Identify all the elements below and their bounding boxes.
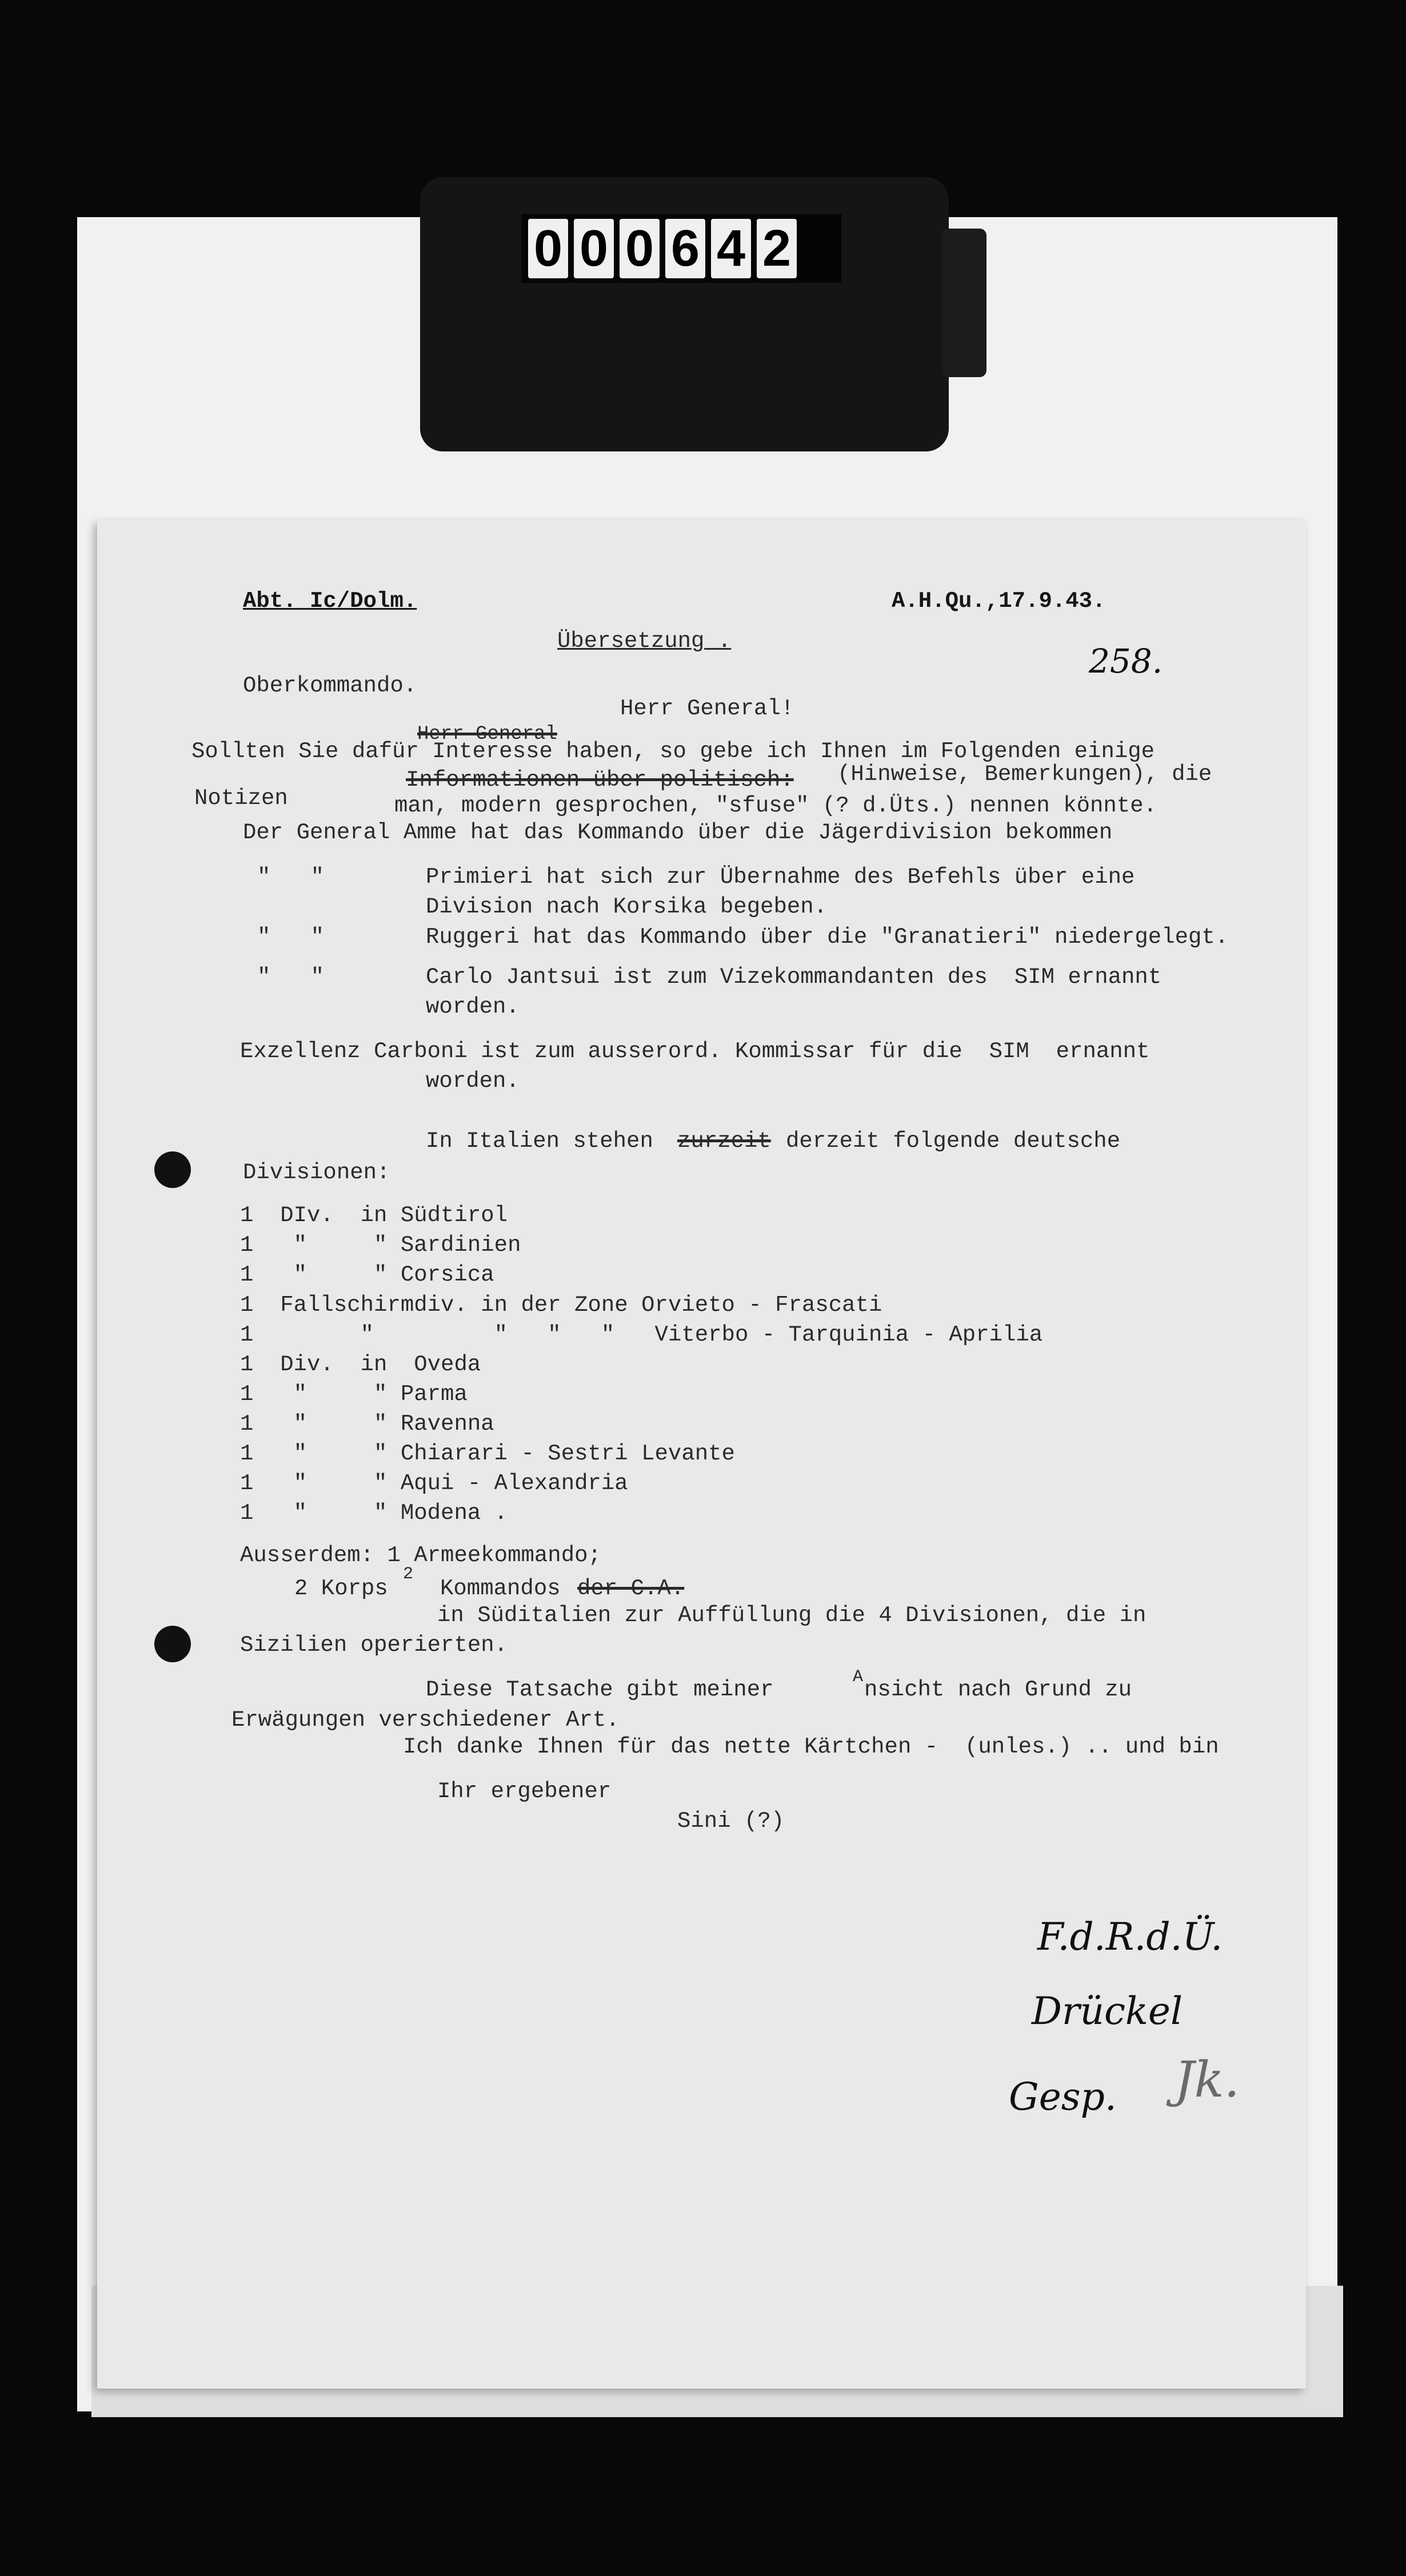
division-item: 1 DIv. in Südtirol bbox=[240, 1203, 508, 1228]
struck-text: zurzeit bbox=[677, 1129, 771, 1154]
body-line-1: Sollten Sie dafür Interesse haben, so gebe ich Ihnen im Folgenden einige bbox=[191, 739, 1155, 764]
counter-digit: 0 bbox=[528, 219, 568, 278]
salutation: Herr General! bbox=[620, 696, 794, 721]
division-item: 1 Fallschirmdiv. in der Zone Orvieto - Frascati bbox=[240, 1293, 882, 1318]
body-line-13: Divisionen: bbox=[243, 1160, 390, 1185]
punch-hole-bottom bbox=[154, 1626, 191, 1662]
body-line-3: man, modern gesprochen, "sfuse" (? d.Üts.) nennen könnte. bbox=[394, 793, 1157, 818]
punch-hole-top bbox=[154, 1151, 191, 1188]
handwritten-signature: Drückel bbox=[1032, 1989, 1183, 2033]
handwritten-initial: Jk. bbox=[1175, 2051, 1240, 2109]
document-title: Übersetzung . bbox=[557, 629, 732, 654]
department-header: Abt. Ic/Dolm. bbox=[243, 589, 417, 614]
counter-digit: 2 bbox=[757, 219, 797, 278]
body-line-8: Carlo Jantsui ist zum Vizekommandanten des SIM ernannt bbox=[426, 965, 1162, 990]
closing-line-2a: 2 Korps bbox=[294, 1576, 388, 1601]
closing-line-8: Ihr ergebener bbox=[437, 1779, 612, 1804]
body-line-2-left: Notizen bbox=[194, 786, 288, 811]
division-item: 1 " " Modena . bbox=[240, 1501, 508, 1526]
closing-insert: 2 bbox=[403, 1565, 414, 1584]
body-line-7: Ruggeri hat das Kommando über die "Granatieri" niedergelegt. bbox=[426, 925, 1229, 950]
closing-line-5b: nsicht nach Grund zu bbox=[864, 1677, 1132, 1702]
frame-counter bbox=[521, 214, 841, 283]
counter-digit: 6 bbox=[665, 219, 705, 278]
struck-text: der C.A. bbox=[577, 1576, 685, 1601]
closing-insert: A bbox=[853, 1667, 864, 1687]
closing-line-1: Ausserdem: 1 Armeekommando; bbox=[240, 1543, 601, 1568]
division-item: 1 Div. in Oveda bbox=[240, 1352, 481, 1377]
body-line-9: worden. bbox=[426, 994, 520, 1019]
division-item: 1 " " Parma bbox=[240, 1382, 468, 1407]
body-line-6: Division nach Korsika begeben. bbox=[426, 894, 828, 919]
folio-number: 258. bbox=[1089, 642, 1163, 681]
counter-digit: 0 bbox=[574, 219, 614, 278]
body-line-10: Exzellenz Carboni ist zum ausserord. Kommissar für die SIM ernannt bbox=[240, 1039, 1150, 1064]
body-line-2-right: (Hinweise, Bemerkungen), die bbox=[837, 762, 1212, 787]
counter-digit: 0 bbox=[620, 219, 660, 278]
ditto-mark: " " bbox=[257, 925, 325, 950]
closing-line-5a: Diese Tatsache gibt meiner bbox=[426, 1677, 774, 1702]
body-line-4: Der General Amme hat das Kommando über die Jägerdivision bekommen bbox=[243, 820, 1113, 845]
place-date: A.H.Qu.,17.9.43. bbox=[892, 589, 1106, 614]
signature-typed: Sini (?) bbox=[677, 1809, 785, 1834]
struck-text: Informationen über politisch: bbox=[406, 767, 794, 793]
struck-correction: Herr General bbox=[417, 723, 557, 745]
counter-digit: 4 bbox=[711, 219, 751, 278]
ditto-mark: " " bbox=[257, 865, 325, 890]
closing-line-6: Erwägungen verschiedener Art. bbox=[231, 1707, 620, 1733]
counter-knob bbox=[942, 229, 986, 377]
body-line-12b: derzeit folgende deutsche bbox=[786, 1129, 1121, 1154]
division-item: 1 " " Chiarari - Sestri Levante bbox=[240, 1441, 735, 1466]
handwritten-note: Gesp. bbox=[1009, 2075, 1117, 2119]
recipient: Oberkommando. bbox=[243, 673, 417, 698]
division-item: 1 " " Aqui - Alexandria bbox=[240, 1471, 628, 1496]
ditto-mark: " " bbox=[257, 965, 325, 990]
body-line-5: Primieri hat sich zur Übernahme des Befehls über eine bbox=[426, 865, 1135, 890]
closing-line-3: in Süditalien zur Auffüllung die 4 Divisionen, die in bbox=[437, 1603, 1147, 1628]
body-line-11: worden. bbox=[426, 1069, 520, 1094]
division-item: 1 " " Corsica bbox=[240, 1262, 494, 1287]
handwritten-note: F.d.R.d.Ü. bbox=[1037, 1915, 1223, 1959]
closing-line-2b: Kommandos bbox=[440, 1576, 561, 1601]
closing-line-4: Sizilien operierten. bbox=[240, 1633, 508, 1658]
division-item: 1 " " " " Viterbo - Tarquinia - Aprilia bbox=[240, 1322, 1043, 1347]
closing-line-7: Ich danke Ihnen für das nette Kärtchen - (unles.) .. und bin bbox=[403, 1734, 1219, 1759]
body-line-12a: In Italien stehen bbox=[426, 1129, 653, 1154]
division-item: 1 " " Sardinien bbox=[240, 1233, 521, 1258]
division-item: 1 " " Ravenna bbox=[240, 1411, 494, 1437]
